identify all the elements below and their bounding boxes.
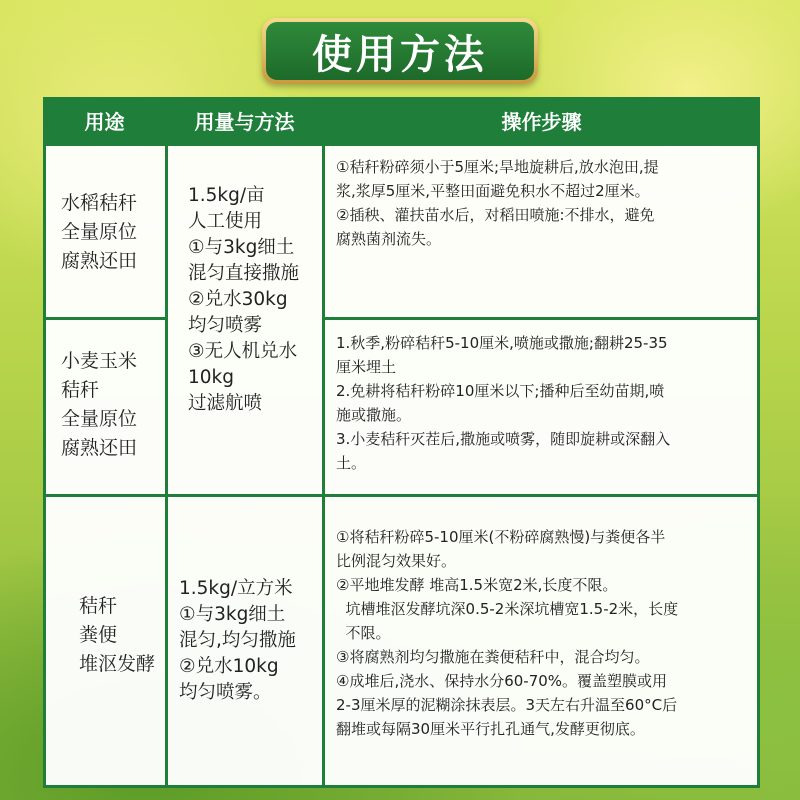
step-line: ②插秧、灌扶苗水后，对稻田喷施:不排水，避免 — [336, 206, 655, 224]
method-line: ②兑水10kg — [179, 656, 279, 677]
row-3-steps — [336, 525, 754, 741]
method-line: 混匀,均匀撒施 — [179, 630, 296, 651]
column-divider-2 — [322, 97, 325, 788]
step-line: 3.小麦秸秆灭茬后,撒施或喷雾，随即旋耕或深翻入 — [336, 430, 671, 448]
row-3-use — [79, 592, 165, 679]
header-divider — [43, 143, 760, 146]
usage-table — [43, 97, 760, 788]
step-line: ②平地堆发酵 堆高1.5米宽2米,长度不限。 — [336, 576, 618, 594]
method-line: ①与3kg细土 — [188, 237, 295, 258]
method-line: ③无人机兑水 — [188, 341, 298, 362]
row-2-use-line: 小麦玉米 — [61, 350, 138, 372]
row-1-steps — [336, 155, 754, 251]
method-line: 混匀直接撒施 — [188, 263, 300, 284]
row-2-use-line: 全量原位 — [61, 408, 138, 430]
row-3-use-line: 堆沤发酵 — [79, 653, 156, 675]
step-line: 厘米埋土 — [336, 358, 397, 376]
row-1-use-line: 全量原位 — [61, 221, 138, 243]
row-divider-1-steps — [323, 317, 760, 320]
row-2-steps — [336, 331, 754, 475]
row-1-use-line: 水稻秸秆 — [61, 192, 138, 214]
row-2-use-line: 秸秆 — [61, 379, 100, 401]
step-line: 施或撒施。 — [336, 406, 412, 424]
step-line: 2.免耕将秸秆粉碎10厘米以下;播种后至幼苗期,喷 — [336, 382, 665, 400]
method-straw-return — [188, 183, 322, 417]
method-line: 1.5kg/立方米 — [179, 578, 293, 599]
row-3-use-line: 秸秆 — [79, 595, 118, 617]
step-line: 比例混匀效果好。 — [336, 552, 457, 570]
row-3-use-line: 粪便 — [79, 624, 118, 646]
header-method: 用量与方法 — [166, 97, 323, 143]
method-line: 均匀喷雾。 — [179, 682, 272, 703]
row-2-use-line: 腐熟还田 — [61, 437, 138, 459]
step-line: 1.秋季,粉碎秸秆5-10厘米,喷施或撒施;翻耕25-35 — [336, 334, 668, 352]
row-divider-2 — [43, 494, 760, 497]
step-line: 翻堆或每隔30厘米平行扎孔通气,发酵更彻底。 — [336, 720, 645, 738]
method-line: 10kg — [188, 367, 234, 388]
step-line: 不限。 — [336, 624, 391, 642]
method-line: 人工使用 — [188, 211, 263, 232]
method-line: 均匀喷雾 — [188, 315, 263, 336]
title-badge — [262, 18, 538, 84]
method-line: ②兑水30kg — [188, 289, 288, 310]
method-line: 过滤航喷 — [188, 393, 263, 414]
step-line: 土。 — [336, 454, 367, 472]
row-1-use-line: 腐熟还田 — [61, 250, 138, 272]
page-title: 使用方法 — [266, 22, 534, 80]
step-line: 坑槽堆沤发酵坑深0.5-2米深坑槽宽1.5-2米，长度 — [336, 600, 679, 618]
header-steps: 操作步骤 — [323, 97, 760, 143]
step-line: ④成堆后,浇水、保持水分60-70%。覆盖塑膜或用 — [336, 672, 668, 690]
step-line: 浆,浆厚5厘米,平整田面避免积水不超过2厘米。 — [336, 182, 650, 200]
row-1-use — [61, 189, 165, 276]
table-border-bottom — [43, 785, 760, 788]
table-border-right — [757, 97, 760, 788]
table-border-left — [43, 97, 46, 788]
method-compost — [179, 576, 322, 706]
step-line: 2-3厘米厚的泥糊涂抹表层。3天左右升温至60°C后 — [336, 696, 678, 714]
method-line: 1.5kg/亩 — [188, 185, 265, 206]
method-line: ①与3kg细土 — [179, 604, 286, 625]
step-line: ①秸秆粉碎须小于5厘米;旱地旋耕后,放水泡田,提 — [336, 158, 659, 176]
step-line: ③将腐熟剂均匀撒施在粪便秸秆中，混合均匀。 — [336, 648, 650, 666]
row-2-use — [61, 347, 165, 463]
step-line: 腐熟菌剂流失。 — [336, 230, 442, 248]
row-divider-1-use — [43, 317, 167, 320]
header-use: 用途 — [43, 97, 166, 143]
step-line: ①将秸秆粉碎5-10厘米(不粉碎腐熟慢)与粪便各半 — [336, 528, 666, 546]
column-divider-1 — [165, 97, 168, 788]
